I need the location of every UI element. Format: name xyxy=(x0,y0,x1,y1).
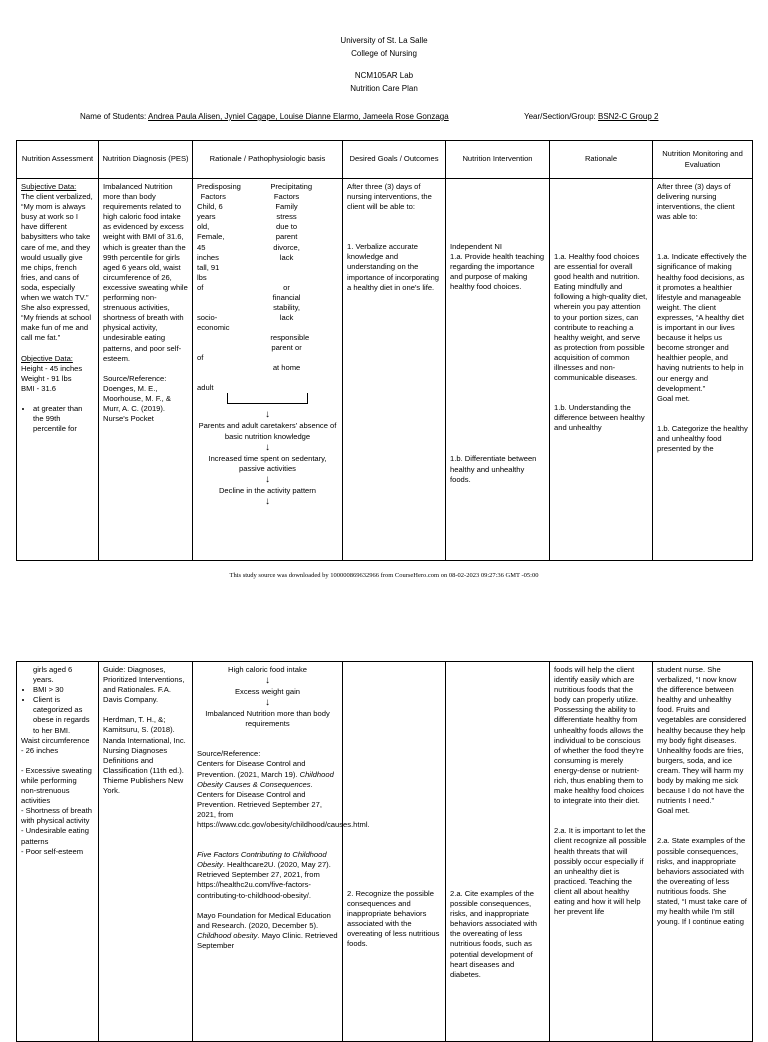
monitoring-1a: 1.a. Indicate effectively the significance of making healthy food decisions, as it promotes a healthier lifestyle and manageable weight. The client expresses, “A healthy diet is important in our lives because it helps us become stronger and healthier people, and having nutrients to help in our energy and development.” xyxy=(657,252,747,393)
down-arrow-icon: ↓ xyxy=(265,697,270,709)
col-header: Nutrition Assessment xyxy=(17,141,99,179)
goals-cell xyxy=(343,179,446,561)
assessment-sob: - Shortness of breath with physical activity xyxy=(21,806,92,826)
weight-value: Weight - 91 lbs xyxy=(21,373,72,383)
list-item: • at greater than the 99th percentile for xyxy=(33,404,94,434)
monitoring-cell xyxy=(653,662,753,1042)
path-step: Imbalanced Nutrition more than body requirements xyxy=(205,709,330,729)
care-plan-table-page1 xyxy=(16,140,753,561)
intervention-2a: 2.a. Cite examples of the possible consequences, risks, and inappropriate behaviors associated with the overeating of less nutritious foods, such as potential development of heart diseases and diabetes. xyxy=(450,889,537,979)
objective-label: Objective Data: xyxy=(21,353,73,363)
assessment-cell xyxy=(17,179,99,561)
diagnosis-text: Imbalanced Nutrition more than body requirements related to high caloric food intake as evidenced by excess weight with BMI of 31.6, which is greater than the 99th percentile for girls aged 6 years old, waist circumference of 26, excessive sweating while performing non-strenuous activities, shortness of breath with physical activity, undesirable eating patterns, and poor self-esteem. xyxy=(103,182,188,363)
monitoring-1b: 1.b. Categorize the healthy and unhealthy food presented by the xyxy=(657,423,748,453)
diagnosis-cell xyxy=(99,662,193,1042)
intervention-cell xyxy=(446,179,550,561)
students-names: Andrea Paula Alisen, Jyniel Cagape, Louise Dianne Elarmo, Jameela Rose Gonzaga xyxy=(148,112,449,121)
intervention-heading: Independent NI xyxy=(450,242,502,251)
down-arrow-icon: ↓ xyxy=(265,441,270,453)
goal-met-badge: Goal met. xyxy=(657,806,690,816)
university-name: University of St. La Salle xyxy=(340,36,428,45)
rationale-cell xyxy=(550,179,653,561)
down-arrow-icon: ↓ xyxy=(265,675,270,687)
diagnosis-reference: Herdman, T. H., &; Kamitsuru, S. (2018). Nanda International, Inc. Nursing Diagnoses Definitions and Classification (11th ed.). Thieme Publishers New York. xyxy=(103,715,186,796)
table-row xyxy=(17,179,753,561)
assessment-continued: girls aged 6 years. xyxy=(33,665,73,685)
students-line xyxy=(80,112,449,121)
year-label: Year/Section/Group: xyxy=(524,112,596,121)
pathophysiology-cell xyxy=(193,662,370,1042)
goal-met-badge: Goal met. xyxy=(657,393,690,403)
goal-1: 1. Verbalize accurate knowledge and understanding on the importance of incorporating a healthy diet in one's life. xyxy=(347,242,440,292)
year-value: BSN2-C Group 2 xyxy=(597,112,659,121)
precipitating-home: at home xyxy=(272,363,301,373)
down-arrow-icon: ↓ xyxy=(265,473,270,485)
col-header: Nutrition Diagnosis (PES) xyxy=(99,141,193,179)
source-text: Doenges, M. E., Moorhouse, M. F., & Murr, A. C. (2019). Nurse's Pocket xyxy=(103,383,171,424)
rationale-1b: 1.b. Understanding the difference between healthy and unhealthy xyxy=(554,403,645,433)
col-header: Rationale / Pathophysiologic basis xyxy=(193,141,343,179)
rationale-1b-continued: foods will help the client identify easily which are nutritious foods that the body can properly utilize. Possessing the ability to differentiate healthy from unhealthy foods allows the individual to be conscious of whether the food they're consuming is merely energy-dense or nutrient-rich, thus enabling them to make healthy food choices to integrate into their diet. xyxy=(554,665,644,806)
list-item: • Client is categorized as obese in regards to her BMI. xyxy=(33,695,94,735)
col-header: Nutrition Intervention xyxy=(446,141,550,179)
goals-cell xyxy=(343,662,446,1042)
monitoring-intro: After three (3) days of delivering nursing interventions, the client was able to: xyxy=(657,182,735,222)
predisposing-of-2: of xyxy=(197,353,204,363)
monitoring-2a: 2.a. State examples of the possible consequences, risks, and inappropriate behaviors associated with the overeating of less nutritious foods. She stated, “I must take care of my health while I'm still young. If I continue eating xyxy=(657,836,747,927)
pathophysiology-cell xyxy=(193,179,343,561)
predisposing-socio: socio-economic xyxy=(197,313,230,333)
goal-2: 2. Recognize the possible consequences and inappropriate behaviors associated with the overeating of less nutritious foods. xyxy=(347,889,440,949)
predisposing-text: Child, 6 years old, Female, 45 inches tall, 91 lbs xyxy=(197,202,225,282)
col-header: Rationale xyxy=(550,141,653,179)
list-item: • BMI > 30 xyxy=(33,685,94,695)
goals-intro: After three (3) days of nursing interventions, the client will be able to: xyxy=(347,182,432,212)
intervention-1b: 1.b. Differentiate between healthy and unhealthy foods. xyxy=(450,454,537,484)
rationale-cell xyxy=(550,662,653,1042)
predisposing-title: Predisposing Factors xyxy=(197,182,241,202)
path-step: Excess weight gain xyxy=(234,687,300,697)
predisposing-of: of xyxy=(197,282,204,292)
rationale-1a: 1.a. Healthy food choices are essential for overall good health and nutrition. Eating mindfully and following a high-quality diet, wherein you pay attention to your portion sizes, can contribute to reaching a healthy weight, and serve as protection from possible acquisition of common illnesses and non-communicable diseases. xyxy=(554,252,648,383)
path-step: Decline in the activity pattern xyxy=(218,485,317,495)
document-title: Nutrition Care Plan xyxy=(350,84,418,93)
subjective-label: Subjective Data: xyxy=(21,182,77,191)
monitoring-1b-continued: student nurse. She verbalized, “I now know the difference between healthy and unhealthy food. Fruits and vegetables are considered healthy because they help my body fight diseases. Unhealthy foods are fries, burgers, soda, and ice cream. They will harm my body by making me sick because I do not have the nutrients I need.” xyxy=(657,665,747,806)
source-label: Source/Reference: xyxy=(197,749,261,759)
care-plan-table-page2 xyxy=(16,661,753,1042)
download-footer: This study source was downloaded by 100000869632966 from CourseHero.com on 08-02-2023 09:27:36 GMT -05:00 xyxy=(229,572,539,579)
precipitating-financial: or financial stability, lack xyxy=(272,282,301,323)
assessment-cell xyxy=(17,662,99,1042)
reference-healthcare2u: Five Factors Contributing to Childhood Obesity. Healthcare2U. (2020, May 27). Retrieved September 27, 2021, from https://healthc2u.com/five-factors-contributing-to-childhood-obesity/. xyxy=(197,850,331,900)
path-step: High caloric food intake xyxy=(228,665,307,674)
waist-value: Waist circumference - 26 inches xyxy=(21,735,90,755)
down-arrow-icon: ↓ xyxy=(265,495,270,507)
assessment-eating: - Undesirable eating patterns xyxy=(21,826,89,846)
height-value: Height - 45 inches xyxy=(21,363,83,373)
table-row xyxy=(17,662,753,1042)
precipitating-title: Precipitating Factors xyxy=(270,182,313,202)
precipitating-text: Family stress due to parent divorce, lack xyxy=(273,202,300,262)
reference-mayo: Mayo Foundation for Medical Education and Research. (2020, December 5). Childhood obesity. Mayo Clinic. Retrieved September xyxy=(197,910,338,950)
rationale-2a: 2.a. It is important to let the client recognize all possible health threats that will possibly occur especially if an unhealthy diet is practiced. Teaching the client all about healthy eating and how it will help her prevent life xyxy=(554,826,647,917)
precipitating-responsible: responsible parent or xyxy=(270,333,310,353)
path-step: Parents and adult caretakers' absence of basic nutrition knowledge xyxy=(198,421,337,441)
assessment-sweat: - Excessive sweating while performing non-strenuous activities xyxy=(21,765,92,806)
course-code: NCM105AR Lab xyxy=(354,71,414,80)
assessment-esteem: - Poor self-esteem xyxy=(21,846,84,856)
monitoring-cell xyxy=(653,179,753,561)
col-header: Nutrition Monitoring and Evaluation xyxy=(653,141,753,179)
diagnosis-continued: Guide: Diagnoses, Prioritized Interventions, and Rationales. F.A. Davis Company. xyxy=(103,665,185,705)
down-arrow-icon: ↓ xyxy=(265,409,270,421)
intervention-1a: 1.a. Provide health teaching regarding the importance and purpose of making healthy food choices. xyxy=(450,252,545,292)
table-header-row xyxy=(17,141,753,179)
intervention-cell xyxy=(446,662,550,1042)
predisposing-adult: adult xyxy=(197,383,214,393)
year-section-group xyxy=(524,112,658,121)
connector-bracket xyxy=(205,393,330,409)
col-header: Desired Goals / Outcomes xyxy=(343,141,446,179)
subjective-text: The client verbalized, “My mom is always busy at work so I have different babysitters who take care of me, and they would usually give me chips, french fries, and cans of soda, especially when we watch TV.” She also expressed, “My friends at school make fun of me and call me fat.” xyxy=(21,192,93,343)
bmi-value: BMI - 31.6 xyxy=(21,383,57,393)
students-label: Name of Students: xyxy=(80,112,147,121)
source-label: Source/Reference: xyxy=(103,373,167,383)
reference-cdc: Centers for Disease Control and Prevention. (2021, March 19). Childhood Obesity Causes & Consequences. Centers for Disease Control and Prevention. Retrieved September 27, 2021, from https://www.cdc.gov/obesity/childhood/causes.html. xyxy=(197,759,370,830)
path-step: Increased time spent on sedentary, passive activities xyxy=(208,453,327,473)
college-name: College of Nursing xyxy=(351,49,417,58)
diagnosis-cell xyxy=(99,179,193,561)
